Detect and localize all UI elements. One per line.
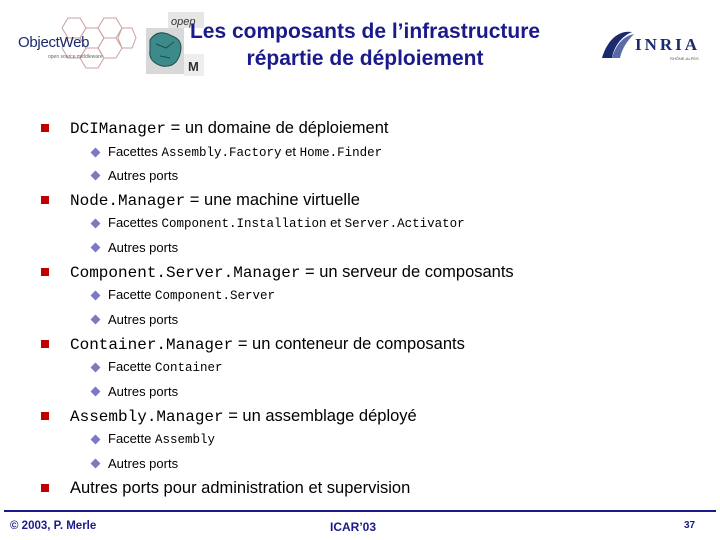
bullet-text	[70, 407, 417, 426]
sub-bullet-prefix: Facettes	[108, 215, 162, 230]
diamond-bullet-icon	[91, 434, 101, 444]
objectweb-logo-text: ObjectWeb	[18, 34, 90, 51]
sub-bullet-assemblymanager-facette	[92, 430, 215, 448]
bullet-description: = un assemblage déployé	[223, 406, 417, 425]
sub-bullet-text	[108, 359, 222, 375]
sub-bullet-code: Assembly.Factory	[161, 146, 282, 160]
opep-letter: M	[188, 59, 199, 74]
sub-bullet-text: Autres ports	[108, 167, 179, 183]
bullet-code: Component.Server.Manager	[70, 263, 301, 282]
red-square-bullet-icon	[41, 340, 49, 348]
bullet-text	[70, 119, 388, 138]
bullet-text: Autres ports pour administration et supervision	[70, 478, 411, 497]
footer-copyright: © 2003, P. Merle	[10, 520, 97, 532]
footer-conference: ICAR’03	[330, 520, 377, 534]
bullet-text	[70, 263, 514, 282]
sub-bullet-assemblymanager-ports	[92, 454, 178, 472]
bullet-description: = un serveur de composants	[300, 262, 514, 281]
diamond-bullet-icon	[91, 362, 101, 372]
sub-bullet-code: Container	[154, 361, 223, 375]
sub-bullet-prefix: Facette	[108, 359, 155, 374]
red-square-bullet-icon	[41, 196, 49, 204]
inria-logo	[598, 28, 714, 64]
slide-title-line2: répartie de déploiement	[246, 47, 484, 70]
footer-page-number: 37	[684, 520, 696, 531]
sub-bullet-code: Component.Server	[154, 289, 275, 303]
sub-bullet-dcimanager-facettes	[92, 143, 382, 161]
sub-bullet-code: Assembly	[154, 433, 215, 447]
sub-bullet-text: Autres ports	[108, 239, 179, 255]
svg-text:opep: opep	[171, 16, 196, 28]
red-square-bullet-icon	[41, 484, 49, 492]
footer-rule	[4, 510, 716, 512]
bullet-code: Container.Manager	[70, 335, 234, 354]
diamond-bullet-icon	[91, 147, 101, 157]
bullet-description: = un domaine de déploiement	[166, 118, 389, 137]
objectweb-logo	[8, 12, 138, 74]
objectweb-tagline: open source middleware	[48, 54, 103, 60]
red-square-bullet-icon	[41, 412, 49, 420]
bullet-description: = une machine virtuelle	[185, 190, 360, 209]
sub-bullet-prefix: Facettes	[108, 144, 162, 159]
diamond-bullet-icon	[91, 314, 101, 324]
diamond-bullet-icon	[91, 242, 101, 252]
sub-bullet-text	[108, 431, 215, 447]
sub-bullet-text	[108, 144, 382, 160]
sub-bullet-code: Server.Activator	[344, 217, 465, 231]
diamond-bullet-icon	[91, 170, 101, 180]
bullet-code: Assembly.Manager	[70, 407, 224, 426]
diamond-bullet-icon	[91, 218, 101, 228]
sub-bullet-nodemanager-ports	[92, 238, 178, 256]
sub-bullet-componentservermanager-ports	[92, 310, 178, 328]
sub-bullet-text	[108, 215, 465, 231]
sub-bullet-text: Autres ports	[108, 383, 179, 399]
bullet-dcimanager	[41, 116, 388, 140]
sub-bullet-connector: et	[281, 144, 300, 159]
sub-bullet-text	[108, 287, 275, 303]
sub-bullet-text: Autres ports	[108, 455, 179, 471]
sub-bullet-code: Component.Installation	[161, 217, 327, 231]
red-square-bullet-icon	[41, 124, 49, 132]
bullet-componentservermanager	[41, 260, 514, 284]
sub-bullet-connector: et	[326, 215, 345, 230]
diamond-bullet-icon	[91, 458, 101, 468]
diamond-bullet-icon	[91, 290, 101, 300]
bullet-autres-ports	[41, 476, 410, 500]
inria-logo-text: INRIA	[635, 35, 701, 54]
sub-bullet-dcimanager-ports	[92, 166, 178, 184]
diamond-bullet-icon	[91, 386, 101, 396]
bullet-description: = un conteneur de composants	[233, 334, 465, 353]
sub-bullet-containermanager-facette	[92, 358, 222, 376]
bullet-text	[70, 191, 360, 210]
sub-bullet-prefix: Facette	[108, 431, 155, 446]
slide-title	[150, 18, 580, 72]
bullet-nodemanager	[41, 188, 360, 212]
red-square-bullet-icon	[41, 268, 49, 276]
bullet-code: Node.Manager	[70, 191, 186, 210]
bullet-containermanager	[41, 332, 465, 356]
sub-bullet-text: Autres ports	[108, 311, 179, 327]
slide-title-line1: Les composants de l’infrastructure	[189, 20, 541, 43]
sub-bullet-code: Home.Finder	[299, 146, 383, 160]
inria-tagline: RHÔNE-ALPES	[670, 56, 699, 61]
sub-bullet-componentservermanager-facette	[92, 286, 275, 304]
bullet-assemblymanager	[41, 404, 417, 428]
sub-bullet-nodemanager-facettes	[92, 214, 465, 232]
bullet-text	[70, 335, 465, 354]
sub-bullet-containermanager-ports	[92, 382, 178, 400]
bullet-code: DCIManager	[70, 119, 167, 138]
sub-bullet-prefix: Facette	[108, 287, 155, 302]
